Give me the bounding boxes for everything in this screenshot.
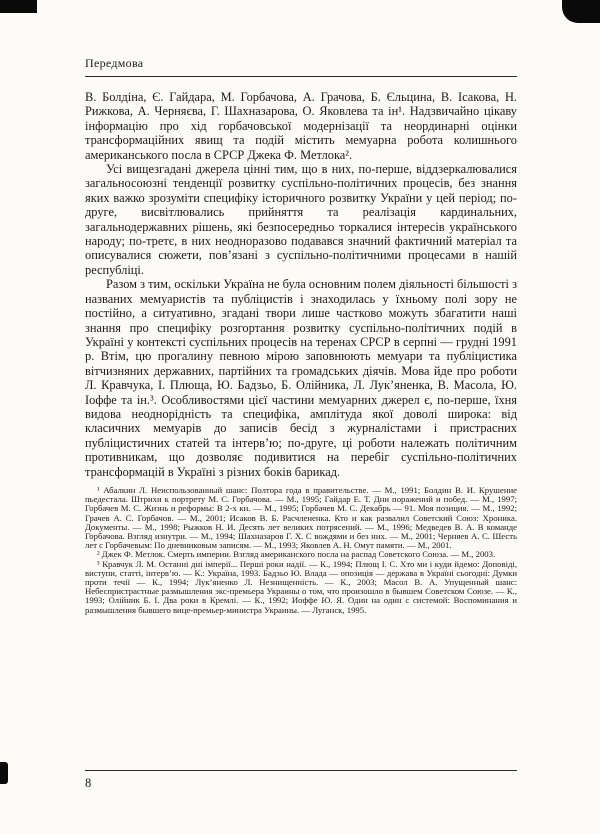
scan-mark-top-right-icon <box>562 0 600 23</box>
body-text <box>85 90 517 479</box>
paragraph: Разом з тим, оскільки Україна не була основним полем діяльності більшості з названих мемуаристів та публіцистів і знаходилась у їхньому полі зору не постійно, а ситуативно, згадані твори лише частково можуть збагатити наші знання про специфіку розгортання розвитку суспільно-політичних подій в Україні у контексті суспільних процесів на теренах СРСР в серпні — грудні 1991 р. Втім, цю прогалину певною мірою заповнюють мемуари та публіцистика вітчизняних державних, партійних та громадських діячів. Мова йде про роботи Л. Кравчука, І. Плюща, Ю. Бадзьо, Б. Олійника, Л. Лук’яненка, В. Масола, Ю. Іоффе та ін.³. Особливостями цієї частини мемуарних джерел є, по-перше, їхня видова неоднорідність та специфіка, амплітуда якої доволі широка: від класичних мемуарів до записів бесід з журналістами і пристрасних публіцистичних статей та інтерв’ю; по-друге, ці роботи належать політичним противникам, що дозволяє подивитися на перебіг суспільно-політичних трансформацій в Україні з різних боків барикад. <box>85 277 517 479</box>
footnotes-block <box>85 486 517 615</box>
page-number: 8 <box>85 776 92 790</box>
footnote: ¹ Абалкин Л. Неиспользованный шанс: Полтора года в правительстве. — М., 1991; Болдин В. И. Крушение пьедестала. Штрихи к портрету М. С. Горбачова. — М., 1995; Гайдар Е. Т. Дни поражений и побед. — М., 1997; Горбачев М. С. Жизнь и реформы: В 2-х кн. — М., 1995; Горбачев М. С. Декабрь — 91. Моя позиция. — М., 1992; Грачев А. С. Горбачов. — М., 2001; Исаков В. Б. Расчлененка. Кто и как развалил Советский Союз: Хроника. Документы. — М., 1998; Рыжков Н. И. Десять лет великих потрясений. — М., 1996; Медведев В. А. В команде Горбачова. Взгляд изнутри. — М., 1994; Шахназаров Г. Х. С вождями и без них. — М., 2001; Черняев А. С. Шесть лет с Горбачевым: По дневниковым записям. — М., 1993; Яковлев А. Н. Омут памяти. — М., 2001. <box>85 484 517 551</box>
footnote: ² Джек Ф. Метлок. Смерть империи. Взгляд американского посла на распад Советского Союза. — М., 2003. <box>97 549 496 560</box>
page-footer <box>85 770 517 792</box>
paragraph: Усі вищезгадані джерела цінні тим, що в них, по-перше, віддзеркалювалися загальносоюзні тенденції розвитку суспільно-політичних процесів, без знання яких важко зрозуміти специфіку історичного розвитку України у цей період; по-друге, висвітлювались прийняття та реалізація кардинальних, загальнодержавних рішень, які безпосередньо торкалися інтересів українського народу; по-третє, в них неодноразово подавався значний фактичний матеріал та описувалися сюжети, пов’язані з суспільно-політичними процесами в нашій республіці. <box>85 162 517 277</box>
page-content <box>85 56 517 615</box>
footnote: ³ Кравчук Л. М. Останні дні імперії... Перші роки надії. — К., 1994; Плющ І. С. Хто ми і куди йдемо: Доповіді, виступи, статті, інтерв’ю. — К.: Україна, 1993. Бадзьо Ю. Влада — опозиція — держава в Україні сьогодні: Думки проти течії — К., 1994; Лук’яненко Л. Незнищенність. — К., 2003; Масол В. А. Упущенный шанс: Небеспристрастные размышления экс-премьера Украины о том, что произошло в бывшем Советском Союзе. — К., 1993; Олійник Б. І. Два роки в Кремлі. — К., 1992; Иоффе Ю. Я. Один на один с системой: Воспоминания и размышления бывшего вице-премьер-министра Украины. — Луганск, 1995. <box>85 558 517 615</box>
running-header: Передмова <box>85 56 517 77</box>
paragraph: В. Болдіна, Є. Гайдара, М. Горбачова, А. Грачова, Б. Єльцина, В. Ісакова, Н. Рижкова, А. Черняєва, Г. Шахназарова, О. Яковлева та ін¹. Надзвичайно цікаву інформацію про хід горбачовської модернізації та неординарні оцінки трансформаційних явищ та подій містить мемуарна робота колишнього американського посла в СРСР Джека Ф. Метлока². <box>85 90 517 162</box>
scan-mark-left-edge-icon <box>0 762 8 784</box>
scan-mark-top-left-icon <box>0 0 37 13</box>
